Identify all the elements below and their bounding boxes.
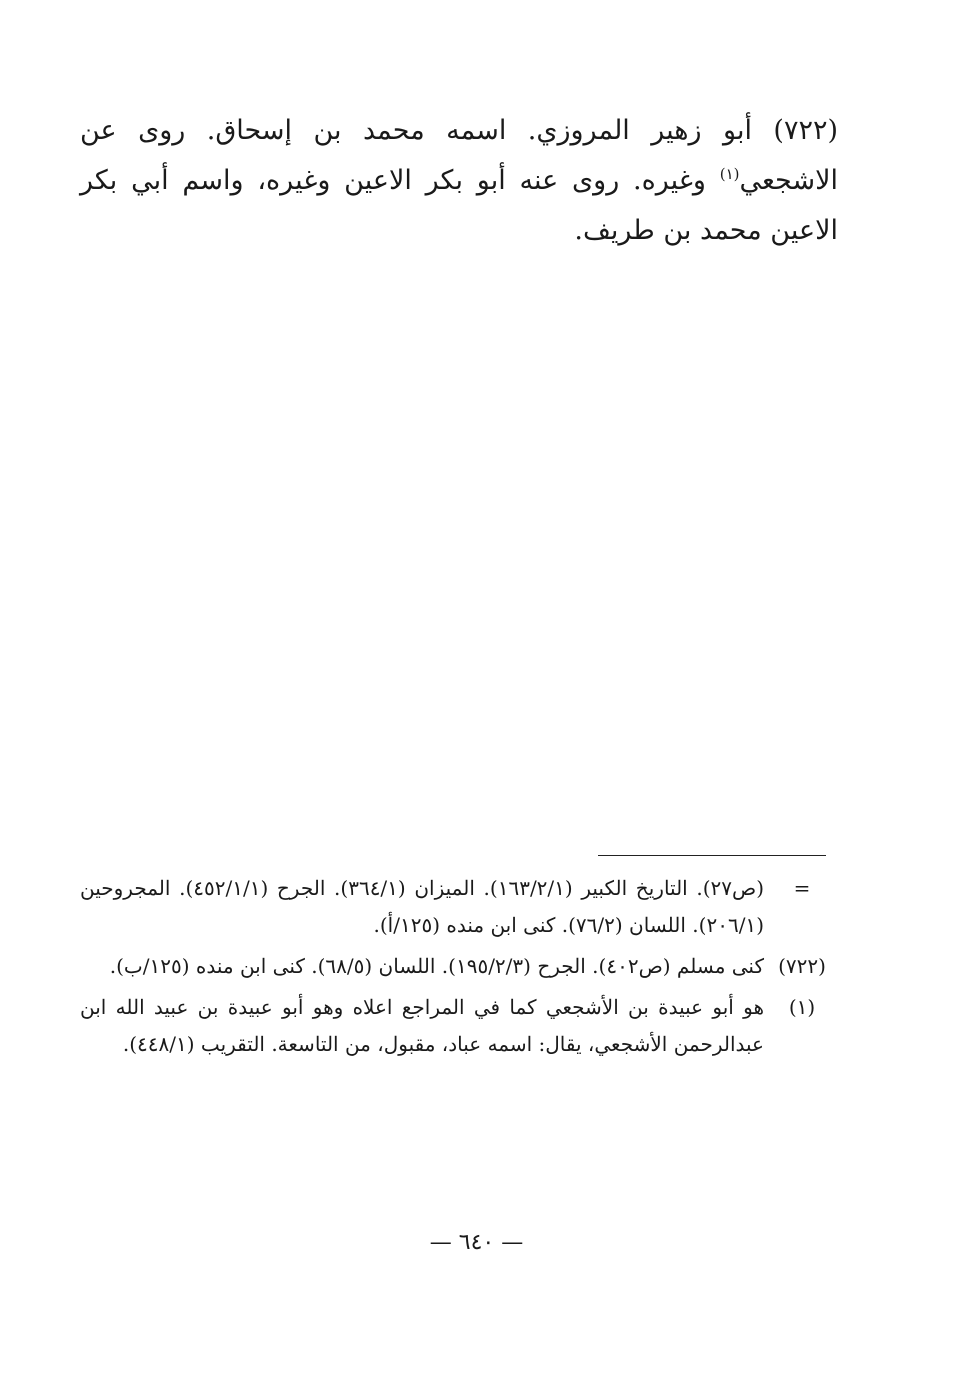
footnote-1 [80, 989, 840, 1063]
entry-text-continued: وغيره. روى عنه أبو بكر الاعين وغيره، واسم أبي بكر الاعين محمد بن طريف. [80, 165, 838, 246]
footnote-label: = [793, 876, 811, 900]
entry-text: (٧٢٢) أبو زهير المروزي. اسمه محمد بن إسحاق. روى عن الاشجعي [80, 115, 838, 196]
footnote-text: (ص٢٧). التاريخ الكبير (١٦٣/٢/١). الميزان (٣٦٤/١). الجرح (٤٥٢/١/١). المجروحين (٢٠٦/١). اللسان (٧٦/٢). كنى ابن منده (١٢٥/أ). [80, 876, 764, 937]
footnote-label: (١) [788, 995, 816, 1019]
main-entry [80, 106, 838, 256]
footnote-722 [80, 948, 840, 985]
footnote-reference[interactable]: (١) [719, 165, 740, 183]
footnotes-section [80, 870, 840, 1067]
footnote-text: كنى مسلم (ص٤٠٢). الجرح (١٩٥/٢/٣). اللسان (٦٨/٥). كنى ابن منده (١٢٥/ب). [109, 954, 764, 978]
page-number: — ٦٤٠ — [429, 1230, 524, 1255]
footnote-label: (٧٢٢) [778, 954, 826, 978]
footnote-continuation [80, 870, 840, 944]
footnote-divider [598, 855, 826, 856]
footnote-text: هو أبو عبيدة بن الأشجعي كما في المراجع اعلاه وهو أبو عبيدة بن عبيد الله ابن عبدالرحمن الأشجعي، يقال: اسمه عباد، مقبول، من التاسعة. التقريب (٤٤٨/١). [80, 995, 764, 1056]
